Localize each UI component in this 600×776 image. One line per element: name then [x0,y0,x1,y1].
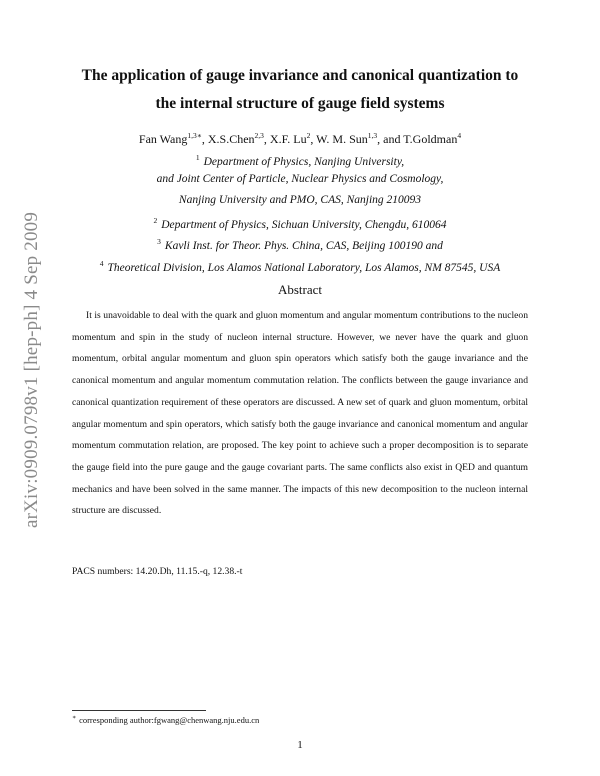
affiliation-text: and Joint Center of Particle, Nuclear Physics and Cosmology, [156,173,444,185]
author-affiliation-marker: 1,3∗ [187,131,202,140]
author-affiliation-marker: 2 [306,131,311,140]
pacs-numbers: PACS numbers: 14.20.Dh, 11.15.-q, 12.38.-t [72,566,243,577]
author-list [60,128,540,147]
affiliation-line [60,213,540,233]
abstract-body: It is unavoidable to deal with the quark and gluon momentum and angular momentum contributions to the nucleon momentum and spin in the study of nucleon internal structure. However, we never have the quark and gluon momentum, orbital angular momentum and gluon spin operators which satisfy both the gauge invariance and the canonical momentum and angular momentum commutation relation. The conflicts between the gauge invariance and canonical quantization requirement of these operators are discussed. A new set of quark and gluon momentum, orbital angular momentum and spin operators, which satisfy both the gauge invariance and canonical momentum and angular momentum commutation relation, are proposed. The key point to achieve such a proper decomposition is to separate the gauge field into the pure gauge and the gauge covariant parts. The same conflicts also exist in QED and quantum mechanics and have been solved in the same manner. The impacts of this new decomposition to the nucleon internal structure are discussed. [72,310,528,517]
arxiv-identifier-text: arXiv:0909.0798v1 [hep-ph] 4 Sep 2009 [21,211,43,529]
footnote-divider [72,710,206,711]
author-name: W. M. Sun [316,132,368,146]
affiliation-text: Department of Physics, Nanjing University, [203,155,405,168]
paper-title-line-2: the internal structure of gauge field systems [155,95,445,112]
affiliation-line [60,171,540,187]
paper-title [60,62,540,118]
affiliation-marker: 2 [153,216,158,225]
affiliation-line [60,234,540,254]
arxiv-identifier-stamp [22,200,42,540]
footnote-text: corresponding author:fgwang@chenwang.nju.edu.cn [79,714,260,725]
affiliation-marker: 3 [157,237,161,246]
affiliation-text: Theoretical Division, Los Alamos National Laboratory, Los Alamos, NM 87545, USA [107,261,501,274]
affiliation-marker: 4 [99,259,104,268]
affiliation-text: Kavli Inst. for Theor. Phys. China, CAS, Beijing 100190 and [164,239,443,252]
paper-title-line-1: The application of gauge invariance and canonical quantization to [81,67,519,84]
affiliation-text: Department of Physics, Sichuan University, Chengdu, 610064 [161,218,447,231]
affiliation-line [60,192,540,208]
author-affiliation-marker: 1,3 [367,131,378,140]
page-number: 1 [297,739,303,751]
abstract-heading: Abstract [277,282,323,297]
footnote [72,714,259,725]
author-name: X.S.Chen [207,132,255,146]
author-separator: , [263,132,270,146]
author-affiliation-marker: 2,3 [254,131,264,140]
author-separator: , and [377,132,404,146]
affiliation-line [60,150,540,170]
author-name: Fan Wang [138,132,188,146]
affiliation-line [60,256,540,276]
footnote-marker: ∗ [72,715,77,721]
author-affiliation-marker: 4 [457,131,462,140]
affiliation-text: Nanjing University and PMO, CAS, Nanjing 210093 [178,194,422,206]
author-name: T.Goldman [403,132,458,146]
affiliation-marker: 1 [195,153,200,162]
author-name: X.F. Lu [269,132,307,146]
author-separator: , [201,132,208,146]
author-separator: , [310,132,317,146]
